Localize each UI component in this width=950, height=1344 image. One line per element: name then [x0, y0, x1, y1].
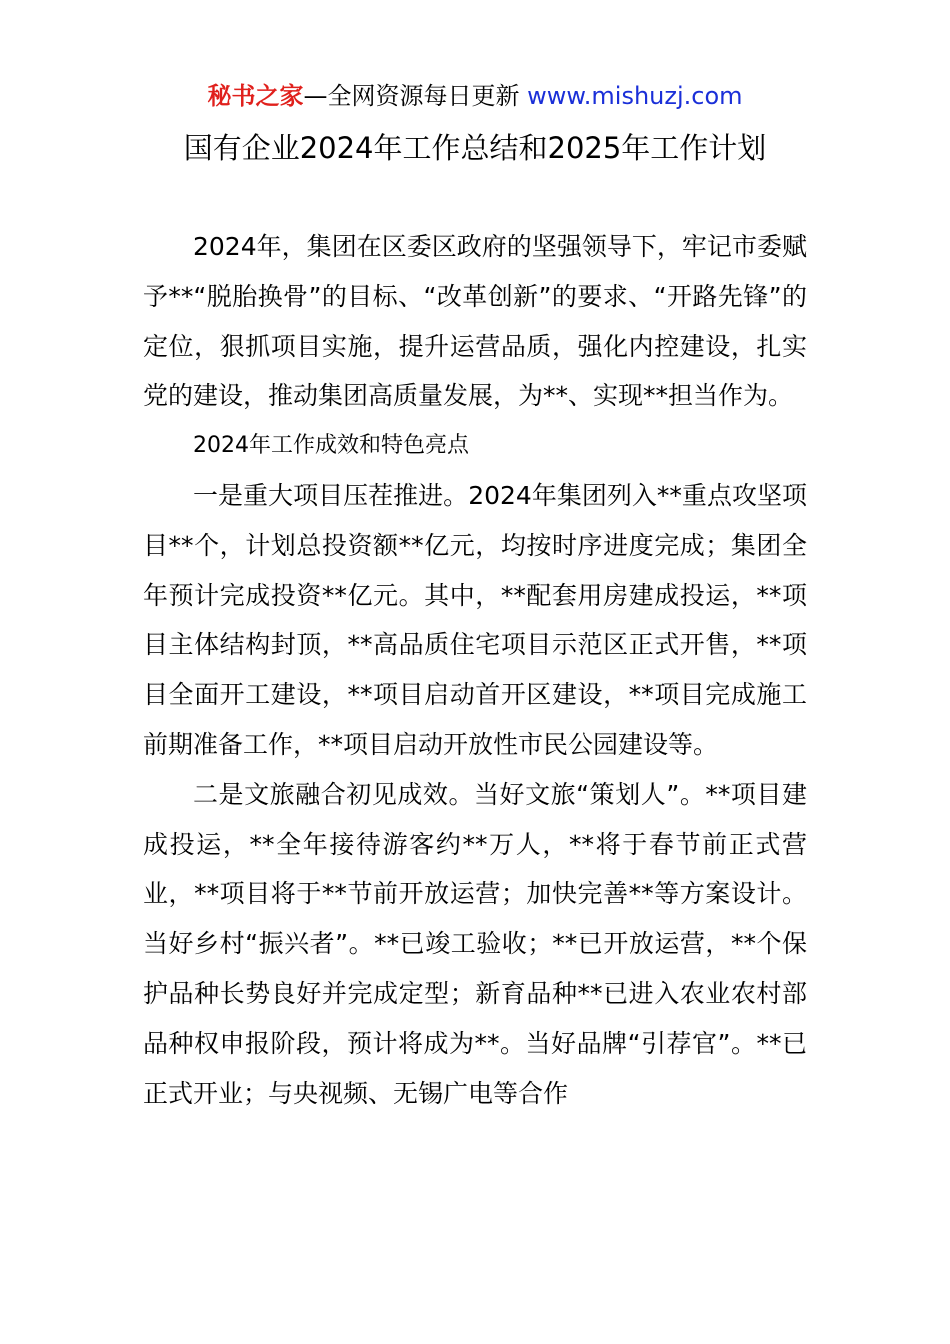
section-heading: 2024年工作成效和特色亮点 — [193, 433, 469, 459]
document-title: 国有企业2024年工作总结和2025年工作计划 — [183, 131, 767, 165]
point-2-paragraph: 二是文旅融合初见成效。当好文旅“策划人”。**项目建成投运，**全年接待游客约**万人，**将于春节前正式营业，**项目将于**节前开放运营；加快完善**等方案设计。当好乡村“振兴者”。**已竣工验收；**已开放运营，**个保护品种长势良好并完成定型；新育品种**已进入农业农村部品种权申报阶段，预计将成为**。当好品牌“引荐官”。**已正式开业；与央视频、无锡广电等合作 — [143, 779, 807, 1108]
site-header — [0, 80, 950, 112]
document-body — [143, 222, 807, 1118]
point-1-paragraph: 一是重大项目压茬推进。2024年集团列入**重点攻坚项目**个，计划总投资额**亿元，均按时序进度完成；集团全年预计完成投资**亿元。其中，**配套用房建成投运，**项目主体结构封顶，**高品质住宅项目示范区正式开售，**项目全面开工建设，**项目启动首开区建设，**项目完成施工前期准备工作，**项目启动开放性市民公园建设等。 — [143, 480, 807, 759]
site-tagline: —全网资源每日更新 — [303, 82, 528, 110]
brand-name: 秘书之家 — [207, 82, 304, 110]
intro-paragraph: 2024年，集团在区委区政府的坚强领导下，牢记市委赋予**“脱胎换骨”的目标、“改革创新”的要求、“开路先锋”的定位，狠抓项目实施，提升运营品质，强化内控建设，扎实党的建设，推动集团高质量发展，为**、实现**担当作为。 — [143, 232, 807, 411]
site-url-link[interactable]: www.mishuzj.com — [527, 82, 743, 110]
